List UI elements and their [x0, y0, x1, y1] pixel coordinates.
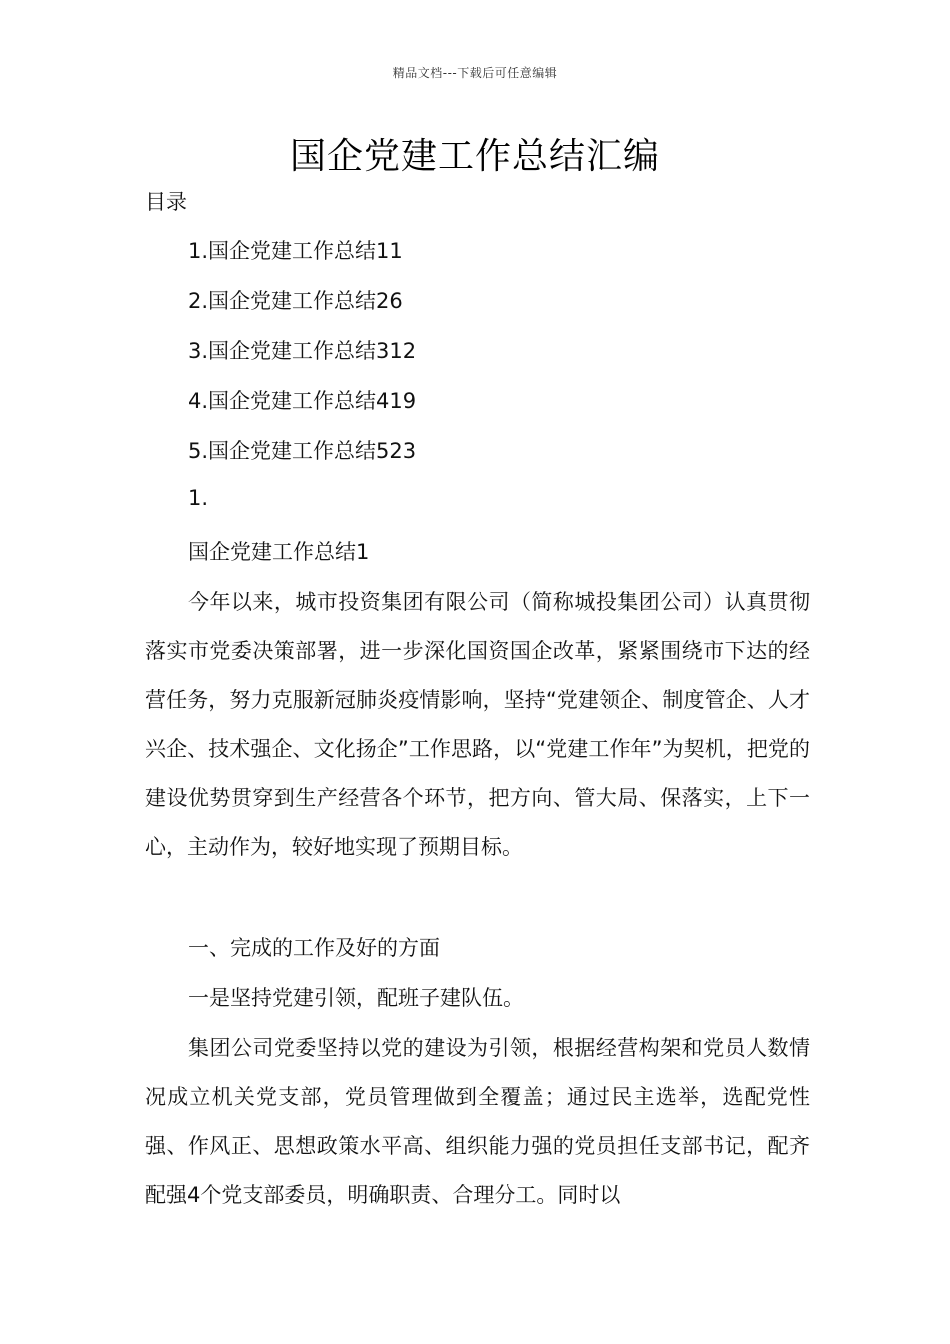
body-paragraph-1: 今年以来，城市投资集团有限公司（简称城投集团公司）认真贯彻落实市党委决策部署，进一步深化国资国企改革，紧紧围绕市下达的经营任务，努力克服新冠肺炎疫情影响，坚持“党建领企、制度管企、人才兴企、技术强企、文化扬企”工作思路，以“党建工作年”为契机，把党的建设优势贯穿到生产经营各个环节，把方向、管大局、保落实，上下一心，主动作为，较好地实现了预期目标。 [145, 590, 810, 859]
toc-item[interactable]: 5.国企党建工作总结523 [188, 439, 417, 463]
body-paragraph-2: 集团公司党委坚持以党的建设为引领，根据经营构架和党员人数情况成立机关党支部，党员管理做到全覆盖；通过民主选举，选配党性强、作风正、思想政策水平高、组织能力强的党员担任支部书记，配齐配强4个党支部委员，明确职责、合理分工。同时以 [145, 1036, 810, 1207]
toc-item[interactable]: 1.国企党建工作总结11 [188, 239, 403, 263]
section-heading-completed-work: 一、完成的工作及好的方面 [188, 936, 440, 960]
toc-item[interactable]: 3.国企党建工作总结312 [188, 339, 417, 363]
toc-item[interactable]: 4.国企党建工作总结419 [188, 389, 417, 413]
section-title: 国企党建工作总结1 [188, 540, 370, 564]
header-note: 精品文档---下载后可任意编辑 [392, 66, 558, 80]
toc-heading: 目录 [145, 190, 187, 214]
section-number: 1. [188, 486, 209, 510]
document-title: 国企党建工作总结汇编 [289, 136, 660, 177]
subheading-party-leadership: 一是坚持党建引领，配班子建队伍。 [188, 986, 524, 1010]
toc-item[interactable]: 2.国企党建工作总结26 [188, 289, 403, 313]
table-of-contents [188, 236, 416, 486]
